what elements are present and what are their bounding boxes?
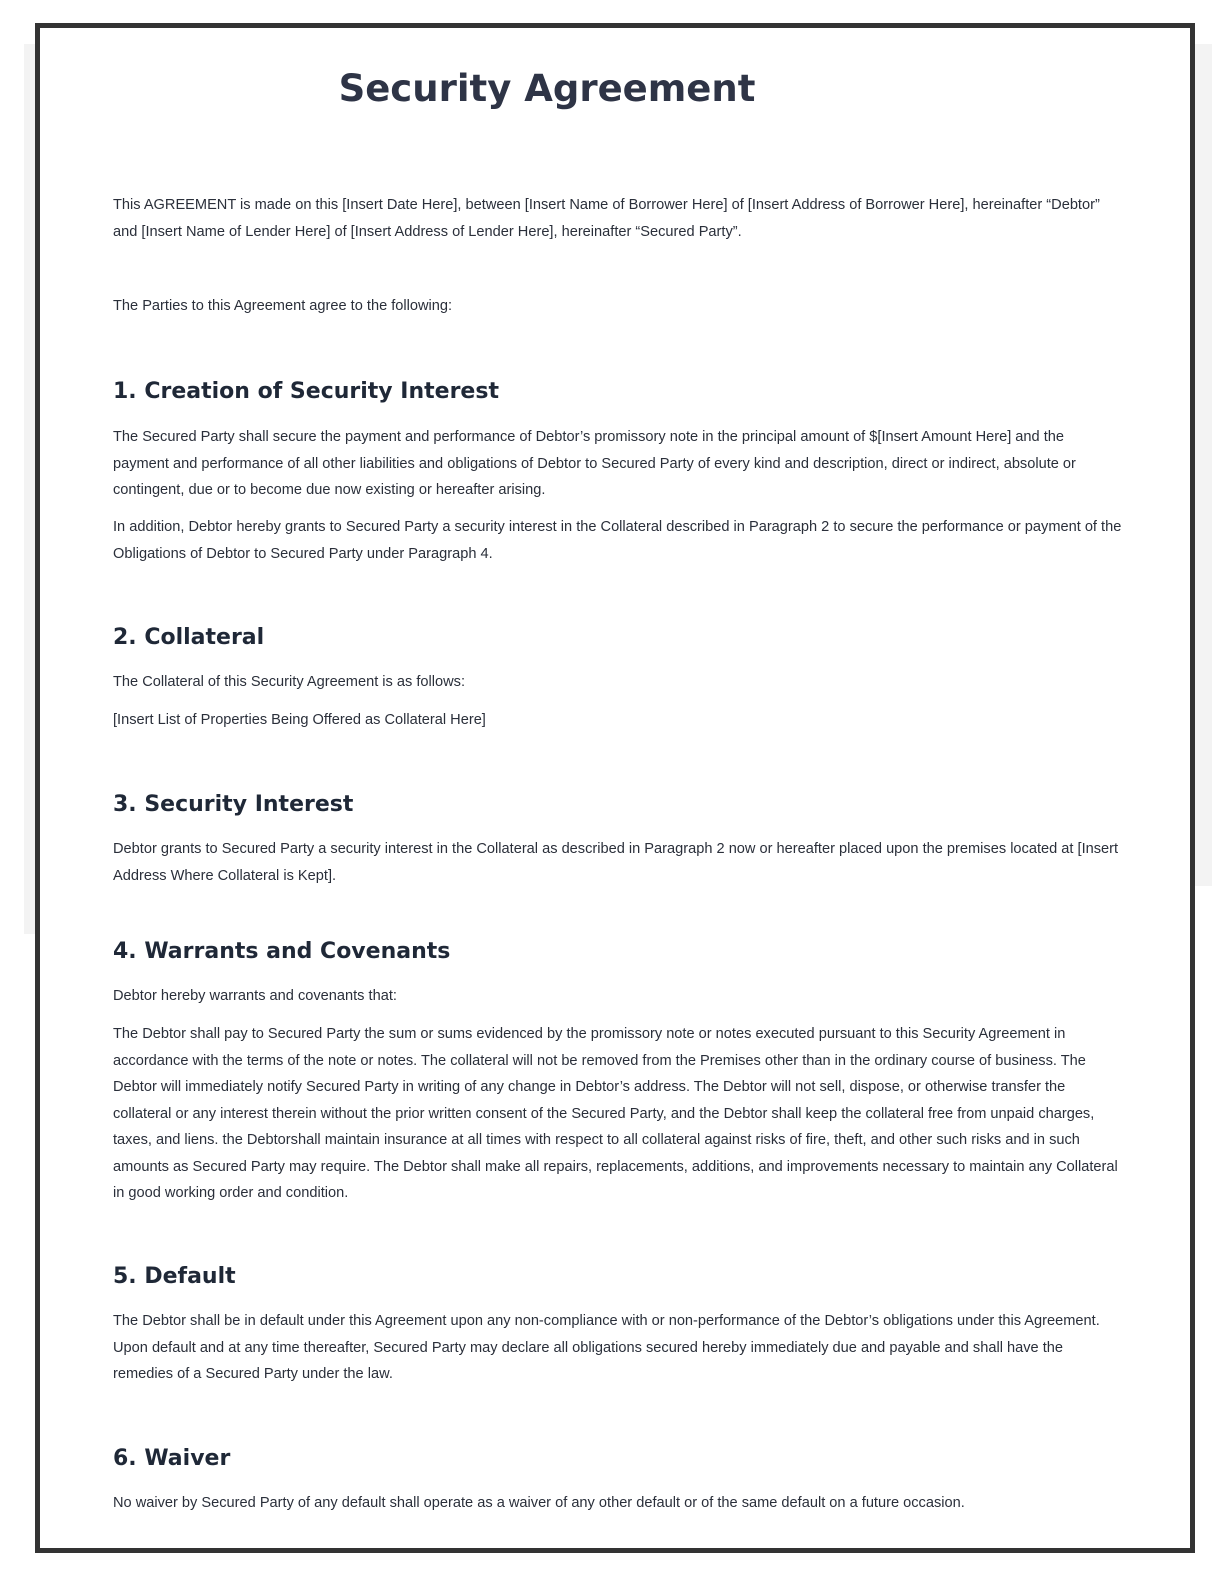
section-5-heading: 5. Default (113, 1264, 236, 1289)
section-2-heading: 2. Collateral (113, 625, 265, 650)
section-3-heading: 3. Security Interest (113, 792, 354, 817)
document-frame (35, 23, 1195, 1553)
parties-line: The Parties to this Agreement agree to the following: (113, 298, 453, 314)
intro-paragraph: This AGREEMENT is made on this [Insert Date Here], between [Insert Name of Borrower Here] of [Insert Address of Borrower Here], hereinafter “Debtor” and [Insert Name of Lender Here] of [Insert Address of Lender Here], hereinafter “Secured Party”. (113, 197, 1100, 240)
section-6-paragraph-1: No waiver by Secured Party of any default shall operate as a waiver of any other default or of the same default on a future occasion. (113, 1495, 965, 1511)
section-5-paragraph-1: The Debtor shall be in default under this Agreement upon any non-compliance with or non-performance of the Debtor’s obligations under this Agreement. Upon default and at any time thereafter, Secured Party may declare all obligations secured hereby immediately due and payable and shall have the remedies of a Secured Party under the law. (113, 1313, 1100, 1382)
section-2-paragraph-1: The Collateral of this Security Agreement is as follows: (113, 674, 466, 690)
section-4-paragraph-2: The Debtor shall pay to Secured Party the sum or sums evidenced by the promissory note or notes executed pursuant to this Security Agreement in accordance with the terms of the note or notes. The collateral will not be removed from the Premises other than in the ordinary course of business. The Debtor will immediately notify Secured Party in writing of any change in Debtor’s address. The Debtor will not sell, dispose, or otherwise transfer the collateral or any interest therein without the prior written consent of the Secured Party, and the Debtor shall keep the collateral free from unpaid charges, taxes, and liens. the Debtorshall maintain insurance at all times with respect to all collateral against risks of fire, theft, and other such risks and in such amounts as Secured Party may require. The Debtor shall make all repairs, replacements, additions, and improvements necessary to maintain any Collateral in good working order and condition. (113, 1026, 1118, 1201)
document-title: Security Agreement (338, 67, 756, 110)
section-2-paragraph-2: [Insert List of Properties Being Offered as Collateral Here] (113, 712, 486, 728)
section-1-paragraph-2: In addition, Debtor hereby grants to Secured Party a security interest in the Collateral described in Paragraph 2 to secure the performance or payment of the Obligations of Debtor to Secured Party under Paragraph 4. (113, 519, 1122, 562)
section-3-paragraph-1: Debtor grants to Secured Party a security interest in the Collateral as described in Paragraph 2 now or hereafter placed upon the premises located at [Insert Address Where Collateral is Kept]. (113, 841, 1119, 884)
section-1-heading: 1. Creation of Security Interest (113, 379, 499, 404)
section-6-heading: 6. Waiver (113, 1446, 231, 1471)
section-4-paragraph-1: Debtor hereby warrants and covenants that: (113, 988, 397, 1004)
section-4-heading: 4. Warrants and Covenants (113, 939, 451, 964)
page-shadow-right (1194, 44, 1212, 886)
section-1-paragraph-1: The Secured Party shall secure the payment and performance of Debtor’s promissory note in the principal amount of $[Insert Amount Here] and the payment and performance of all other liabilities and obligations of Debtor to Secured Party of every kind and description, direct or indirect, absolute or contingent, due or to become due now existing or hereafter arising. (113, 429, 1076, 498)
